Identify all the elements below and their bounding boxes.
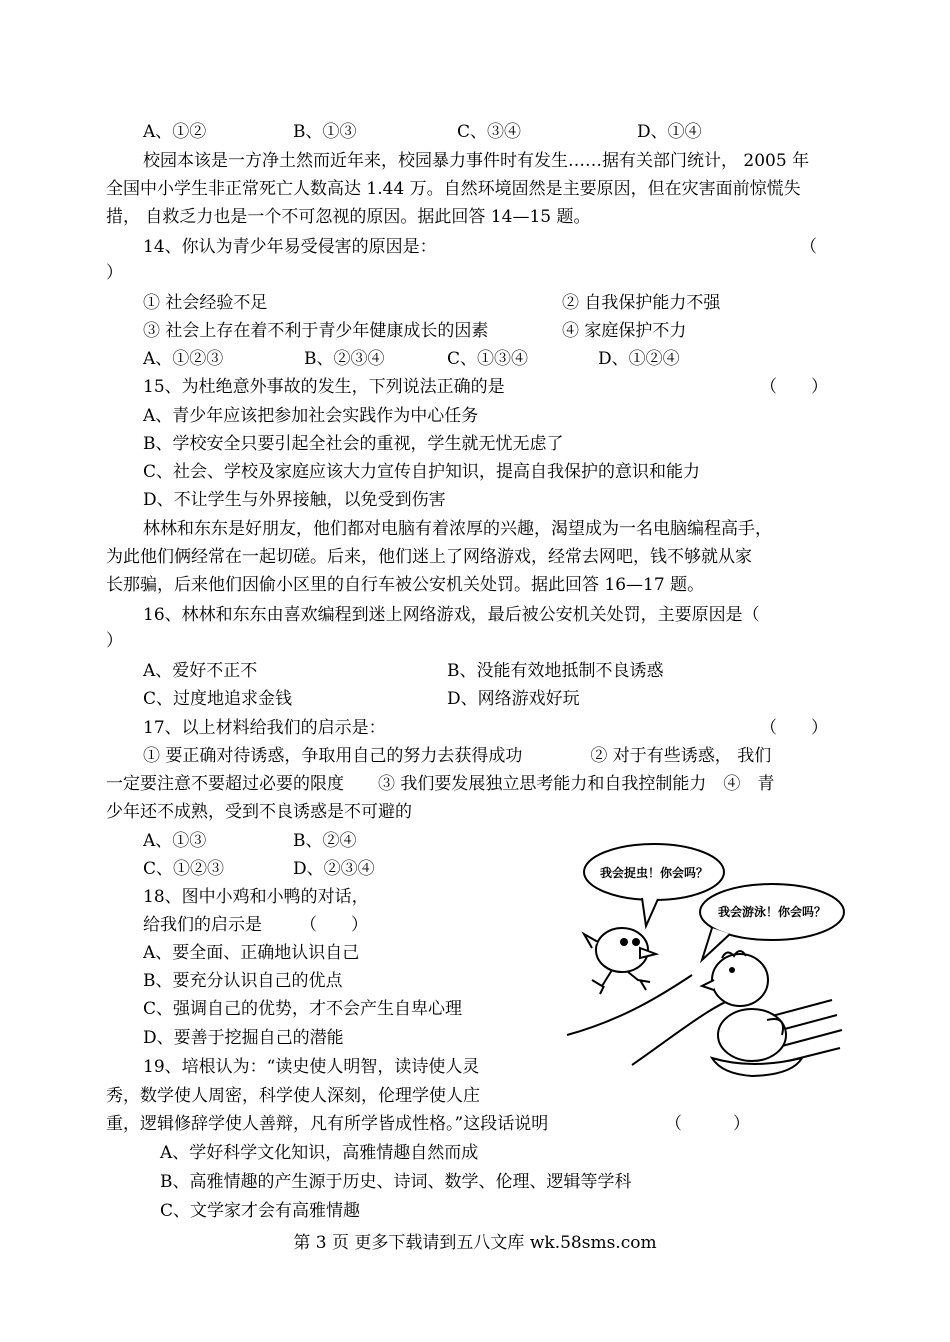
q18-option-a: A、要全面、正确地认识自己 [143,943,360,963]
q14-item-2: ② 自我保护能力不强 [562,293,721,313]
q16-stem: 16、林林和东东由喜欢编程到迷上网络游戏，最后被公安机关处罚，主要原因是（ [143,605,760,625]
q18-option-c: C、强调自己的优势，才不会产生自卑心理 [143,999,463,1019]
q15-option-d: D、不让学生与外界接触，以免受到伤害 [143,490,446,510]
passage1-line: 全国中小学生非正常死亡人数高达 1.44 万。自然环境固然是主要原因，但在灾害面前惊慌失 [106,179,801,199]
q15-answer-paren: （ ） [760,377,828,397]
q17-stem: 17、以上材料给我们的启示是： [143,718,386,738]
q14-option-a: A、①②③ [143,349,224,369]
q14-option-c: C、①③④ [447,349,529,369]
passage2-line: 为此他们俩经常在一起切磋。后来，他们迷上了网络游戏，经常去网吧，钱不够就从家 [106,547,752,567]
passage1-line: 措， 自救乏力也是一个不可忽视的原因。据此回答 14—15 题。 [106,207,591,227]
q17-option-c: C、①②③ [143,859,225,879]
q19-option-b: B、高雅情趣的产生源于历史、诗词、数学、伦理、逻辑等学科 [160,1172,632,1192]
q14-item-3: ③ 社会上存在着不利于青少年健康成长的因素 [143,321,489,341]
passage2-line: 长那骗，后来他们因偷小区里的自行车被公安机关处罚。据此回答 16—17 题。 [106,575,705,595]
q14-stem: 14、你认为青少年易受侵害的原因是： [143,237,437,257]
q16-option-b: B、没能有效地抵制不良诱惑 [447,661,664,681]
q19-option-c: C、文学家才会有高雅情趣 [160,1201,361,1221]
q14-item-4: ④ 家庭保护不力 [562,321,687,341]
q19-text-line: 重，逻辑修辞学使人善辩，凡有所学皆成性格。”这段话说明 [106,1114,549,1134]
q16-answer-paren-close: ） [106,631,123,651]
q19-option-a: A、学好科学文化知识，高雅情趣自然而成 [160,1143,479,1163]
q15-option-a: A、青少年应该把参加社会实践作为中心任务 [143,406,479,426]
q13-option-d: D、①④ [637,122,702,142]
q18-option-b: B、要充分认识自己的优点 [143,971,343,991]
q17-option-b: B、②④ [293,831,357,851]
q17-option-d: D、②③④ [293,859,375,879]
chick-duck-cartoon [562,830,847,1092]
q19-text-line: 秀，数学使人周密，科学使人深刻，伦理学使人庄 [106,1086,480,1106]
q17-answer-paren: （ ） [760,718,828,738]
q18-stem: 18、图中小鸡和小鸭的对话， [143,887,369,907]
chick-speech-text: 我会捉虫！你会吗？ [599,866,709,880]
passage2-line: 林林和东东是好朋友，他们都对电脑有着浓厚的兴趣，渴望成为一名电脑编程高手， [143,519,772,539]
q13-option-b: B、①③ [293,122,357,142]
q16-option-d: D、网络游戏好玩 [447,689,580,709]
q14-option-b: B、②③④ [304,349,385,369]
q17-text-line: 少年还不成熟，受到不良诱惑是不可避的 [106,802,412,822]
q13-option-c: C、③④ [457,122,522,142]
q19-text-line: 19、培根认为：“读史使人明智，读诗使人灵 [143,1057,480,1077]
duck-figure [702,951,802,1076]
q16-option-c: C、过度地追求金钱 [143,689,293,709]
q15-option-c: C、社会、学校及家庭应该大力宣传自护知识，提高自我保护的意识和能力 [143,462,701,482]
q13-option-a: A、①② [143,122,207,142]
q14-answer-paren-close: ） [106,263,123,283]
q19-answer-paren: （ ） [665,1114,750,1134]
q15-stem: 15、为杜绝意外事故的发生，下列说法正确的是 [143,377,505,397]
q14-option-d: D、①②④ [598,349,680,369]
q16-option-a: A、爱好不正不 [143,661,258,681]
duck-speech-text: 我会游泳！你会吗？ [717,905,827,919]
q17-text-line: ① 要正确对待诱惑，争取用自己的努力去获得成功 ② 对于有些诱惑， 我们 [143,746,772,766]
chick-figure [584,928,656,994]
q18-option-d: D、要善于挖掘自己的潜能 [143,1028,344,1048]
q18-stem: 给我们的启示是 [143,915,262,935]
q17-option-a: A、①③ [143,831,207,851]
q18-answer-paren: （ ） [300,915,368,935]
q14-answer-paren-open: （ [800,237,817,257]
q14-item-1: ① 社会经验不足 [143,293,268,313]
q15-option-b: B、学校安全只要引起全社会的重视，学生就无忧无虑了 [143,434,564,454]
passage1-line: 校园本该是一方净土然而近年来，校园暴力事件时有发生……据有关部门统计， 2005 年 [143,151,810,171]
q17-text-line: 一定要注意不要超过必要的限度 ③ 我们要发展独立思考能力和自我控制能力 ④ 青 [106,774,775,794]
page-footer: 第 3 页 更多下载请到五八文库 wk.58sms.com [293,1233,657,1253]
